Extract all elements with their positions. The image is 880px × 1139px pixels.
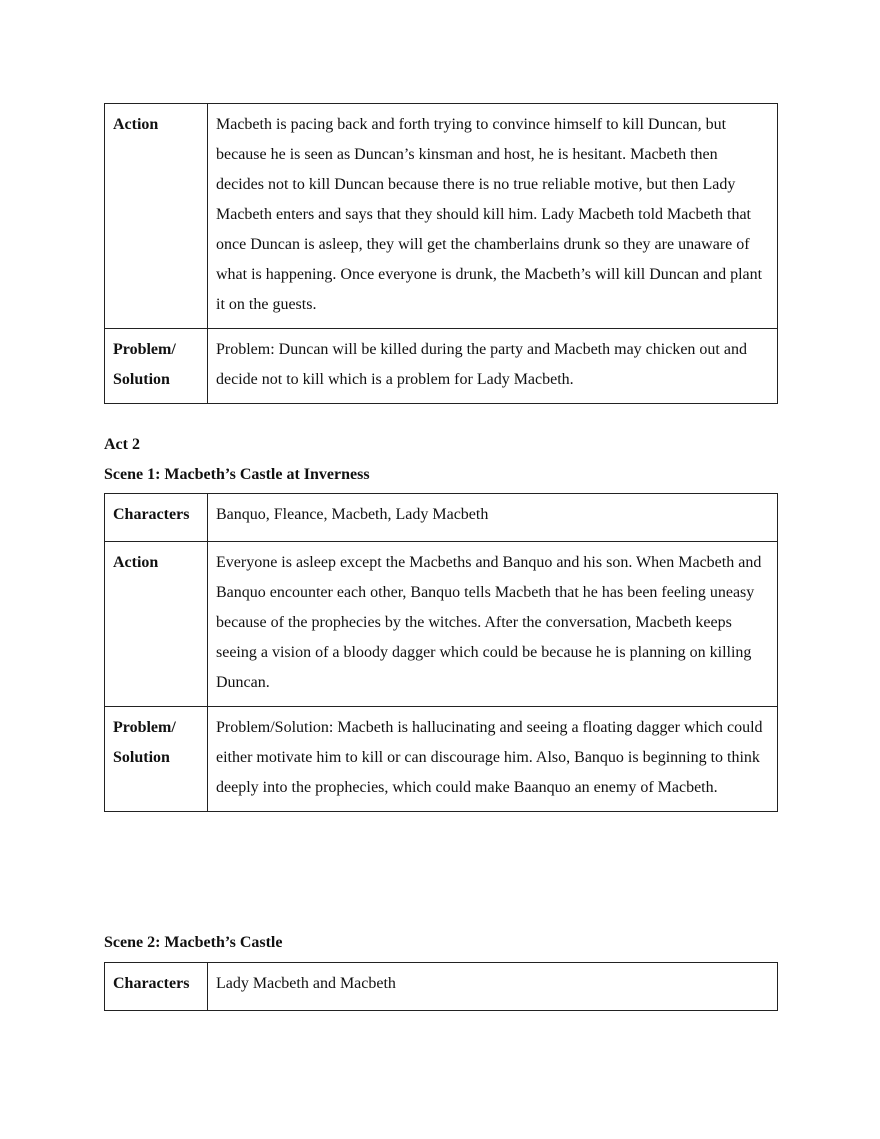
characters-row [105,494,778,542]
characters-row [105,963,778,1011]
act1-scene-table [104,103,778,404]
act2-scene1-table [104,493,778,812]
solution-label-line: Solution [113,371,170,388]
characters-label: Characters [105,963,208,1011]
problem-solution-label [105,707,208,812]
problem-solution-label [105,329,208,404]
action-text: Everyone is asleep except the Macbeths and Banquo and his son. When Macbeth and Banquo encounter each other, Banquo tells Macbeth that he has been feeling uneasy because of the prophecies by the witches. After the conversation, Macbeth keeps seeing a vision of a bloody dagger which could be because he is planning on killing Duncan. [208,542,778,707]
problem-solution-row [105,329,778,404]
action-text: Macbeth is pacing back and forth trying to convince himself to kill Duncan, but because he is seen as Duncan’s kinsman and host, he is hesitant. Macbeth then decides not to kill Duncan because there is no true reliable motive, but then Lady Macbeth enters and says that they should kill him. Lady Macbeth told Macbeth that once Duncan is asleep, they will get the chamberlains drunk so they are unaware of what is happening. Once everyone is drunk, the Macbeth’s will kill Duncan and plant it on the guests. [208,104,778,329]
act2-scene2-table [104,962,778,1011]
solution-label-line: Solution [113,749,170,766]
problem-solution-row [105,707,778,812]
problem-label-line: Problem/ [113,341,176,358]
problem-solution-text: Problem/Solution: Macbeth is hallucinating and seeing a floating dagger which could either motivate him to kill or can discourage him. Also, Banquo is beginning to think deeply into the prophecies, which could make Baanquo an enemy of Macbeth. [208,707,778,812]
act-heading: Act 2 [104,436,140,453]
characters-text: Lady Macbeth and Macbeth [208,963,778,1011]
characters-label: Characters [105,494,208,542]
scene2-heading: Scene 2: Macbeth’s Castle [104,934,283,951]
scene1-heading: Scene 1: Macbeth’s Castle at Inverness [104,466,370,483]
problem-solution-text: Problem: Duncan will be killed during the party and Macbeth may chicken out and decide not to kill which is a problem for Lady Macbeth. [208,329,778,404]
action-row [105,542,778,707]
action-label: Action [105,104,208,329]
problem-label-line: Problem/ [113,719,176,736]
characters-text: Banquo, Fleance, Macbeth, Lady Macbeth [208,494,778,542]
action-label: Action [105,542,208,707]
action-row [105,104,778,329]
